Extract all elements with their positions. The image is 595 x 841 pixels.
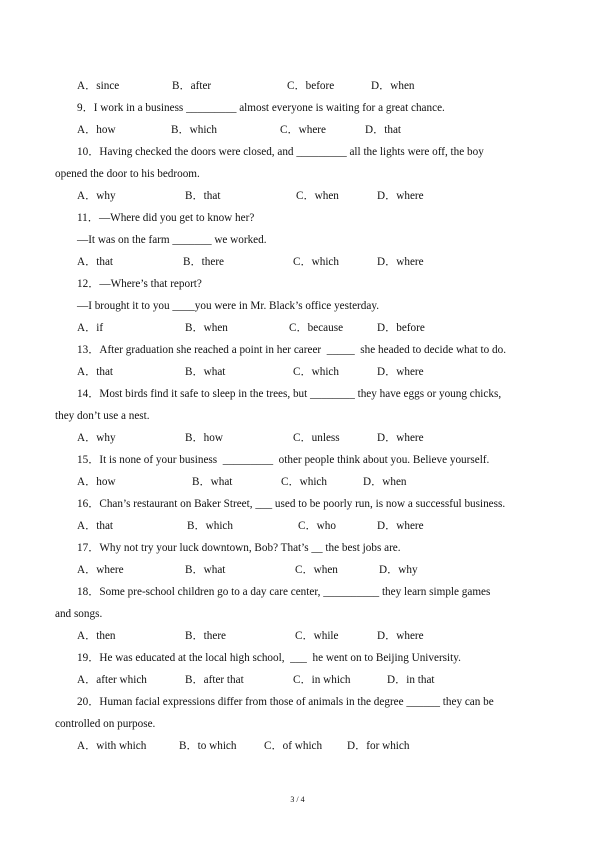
answer-option: D．where bbox=[377, 630, 424, 642]
question-continuation: opened the door to his bedroom. bbox=[55, 168, 200, 180]
question-text: 17．Why not try your luck downtown, Bob? That’s __ the best jobs are. bbox=[77, 542, 401, 554]
answer-option: B．which bbox=[171, 124, 217, 136]
answer-option: A．if bbox=[77, 322, 104, 334]
answer-option: C．when bbox=[296, 190, 339, 202]
answer-option: B．how bbox=[185, 432, 223, 444]
question-text: 11．—Where did you get to know her? bbox=[77, 212, 255, 224]
answer-option: C．unless bbox=[293, 432, 340, 444]
answer-option: C．because bbox=[289, 322, 344, 334]
answer-option: B．what bbox=[185, 366, 226, 378]
answer-option: C．where bbox=[280, 124, 326, 136]
answer-option: A．then bbox=[77, 630, 116, 642]
question-text: 14．Most birds find it safe to sleep in the trees, but ________ they have eggs or young chicks, bbox=[77, 388, 502, 400]
answer-option: D．where bbox=[377, 190, 424, 202]
answer-option: B．what bbox=[185, 564, 226, 576]
answer-option: D．when bbox=[371, 80, 415, 92]
answer-option: D．where bbox=[377, 366, 424, 378]
question-continuation: controlled on purpose. bbox=[55, 718, 156, 730]
answer-option: D．where bbox=[377, 432, 424, 444]
answer-option: A．how bbox=[77, 476, 116, 488]
question-text: —It was on the farm _______ we worked. bbox=[77, 234, 267, 246]
answer-option: D．where bbox=[377, 256, 424, 268]
answer-option: C．which bbox=[293, 366, 339, 378]
answer-option: A．with which bbox=[77, 740, 147, 752]
answer-option: A．how bbox=[77, 124, 116, 136]
question-text: 9．I work in a business _________ almost everyone is waiting for a great chance. bbox=[77, 102, 445, 114]
question-text: 12．—Where’s that report? bbox=[77, 278, 202, 290]
answer-option: D．before bbox=[377, 322, 425, 334]
question-continuation: they don’t use a nest. bbox=[55, 410, 150, 422]
answer-option: A．since bbox=[77, 80, 120, 92]
answer-option: B．after bbox=[172, 80, 212, 92]
answer-option: C．when bbox=[295, 564, 338, 576]
answer-option: C．which bbox=[281, 476, 327, 488]
answer-option: A．why bbox=[77, 432, 116, 444]
answer-option: B．which bbox=[187, 520, 233, 532]
answer-option: C．which bbox=[293, 256, 339, 268]
question-text: 19．He was educated at the local high school, ___ he went on to Beijing University. bbox=[77, 652, 461, 664]
answer-option: D．that bbox=[365, 124, 402, 136]
question-text: 10．Having checked the doors were closed, and _________ all the lights were off, the boy bbox=[77, 146, 484, 158]
answer-option: C．of which bbox=[264, 740, 323, 752]
answer-option: C．while bbox=[295, 630, 339, 642]
question-text: 15．It is none of your business _________ other people think about you. Believe yourself. bbox=[77, 454, 490, 466]
page-number: 3 / 4 bbox=[290, 795, 305, 804]
answer-option: D．for which bbox=[347, 740, 410, 752]
answer-option: C．who bbox=[298, 520, 336, 532]
answer-option: D．in that bbox=[387, 674, 435, 686]
answer-option: A．that bbox=[77, 520, 114, 532]
answer-option: C．in which bbox=[293, 674, 351, 686]
question-text: 13．After graduation she reached a point in her career _____ she headed to decide what to do. bbox=[77, 344, 507, 356]
answer-option: C．before bbox=[287, 80, 335, 92]
answer-option: D．when bbox=[363, 476, 407, 488]
answer-option: B．after that bbox=[185, 674, 244, 686]
answer-option: B．there bbox=[185, 630, 227, 642]
answer-option: D．where bbox=[377, 520, 424, 532]
question-text: 16．Chan’s restaurant on Baker Street, ___ used to be poorly run, is now a successful business. bbox=[77, 498, 506, 510]
question-text: —I brought it to you ____you were in Mr. Black’s office yesterday. bbox=[77, 300, 379, 312]
question-text: 20．Human facial expressions differ from those of animals in the degree ______ they can be bbox=[77, 696, 494, 708]
question-text: 18．Some pre-school children go to a day care center, __________ they learn simple games bbox=[77, 586, 491, 598]
answer-option: A．where bbox=[77, 564, 124, 576]
answer-option: B．to which bbox=[179, 740, 237, 752]
answer-option: B．when bbox=[185, 322, 228, 334]
answer-option: A．after which bbox=[77, 674, 147, 686]
question-continuation: and songs. bbox=[55, 608, 103, 620]
answer-option: A．that bbox=[77, 366, 114, 378]
answer-option: A．that bbox=[77, 256, 114, 268]
answer-option: A．why bbox=[77, 190, 116, 202]
answer-option: B．there bbox=[183, 256, 225, 268]
answer-option: B．what bbox=[192, 476, 233, 488]
answer-option: D．why bbox=[379, 564, 418, 576]
answer-option: B．that bbox=[185, 190, 221, 202]
